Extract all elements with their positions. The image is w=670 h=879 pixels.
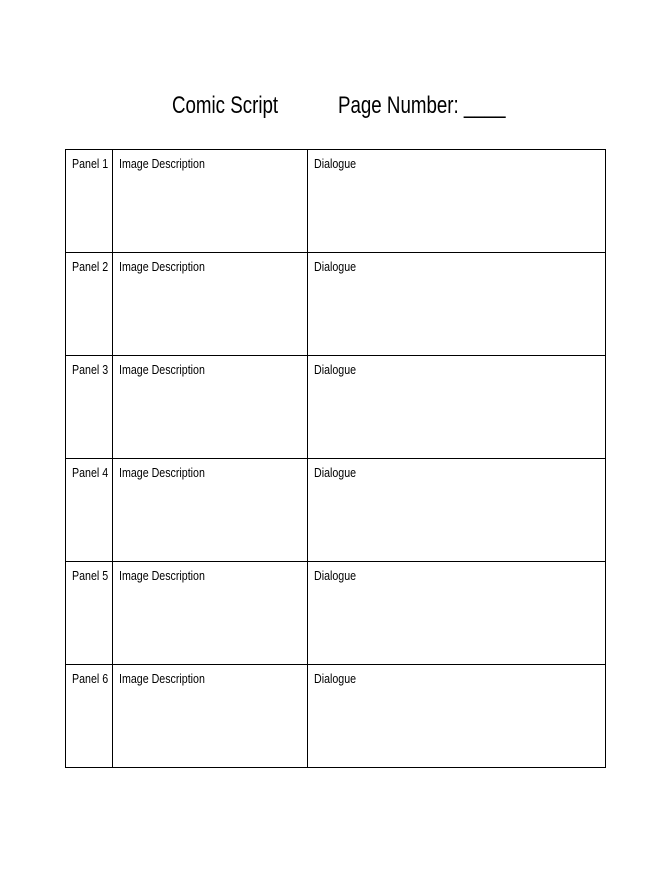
dialogue-cell[interactable] <box>308 665 606 768</box>
image-description-label: Image Description <box>119 362 205 377</box>
panel-label-cell <box>66 562 113 665</box>
panel-row <box>66 253 606 356</box>
image-description-cell[interactable] <box>113 562 308 665</box>
image-description-label: Image Description <box>119 259 205 274</box>
dialogue-label: Dialogue <box>314 362 357 377</box>
image-description-label: Image Description <box>119 671 205 686</box>
panel-label: Panel 6 <box>72 671 109 686</box>
dialogue-cell[interactable] <box>308 356 606 459</box>
panel-row <box>66 562 606 665</box>
panel-label-cell <box>66 253 113 356</box>
panel-label-cell <box>66 150 113 253</box>
image-description-label: Image Description <box>119 568 205 583</box>
image-description-cell[interactable] <box>113 665 308 768</box>
document-title: Comic Script <box>172 92 279 119</box>
page-number-field[interactable]: Page Number: ____ <box>338 92 506 119</box>
panel-row <box>66 665 606 768</box>
panel-label-cell <box>66 665 113 768</box>
dialogue-cell[interactable] <box>308 459 606 562</box>
dialogue-label: Dialogue <box>314 156 357 171</box>
panel-label-cell <box>66 356 113 459</box>
dialogue-label: Dialogue <box>314 259 357 274</box>
panel-row <box>66 150 606 253</box>
panel-label: Panel 5 <box>72 568 109 583</box>
panel-label: Panel 1 <box>72 156 109 171</box>
panel-label: Panel 2 <box>72 259 109 274</box>
image-description-label: Image Description <box>119 156 205 171</box>
dialogue-label: Dialogue <box>314 465 357 480</box>
comic-script-table <box>65 149 606 768</box>
page-header <box>0 88 670 124</box>
dialogue-label: Dialogue <box>314 671 357 686</box>
image-description-cell[interactable] <box>113 459 308 562</box>
panel-row <box>66 356 606 459</box>
panel-row <box>66 459 606 562</box>
image-description-label: Image Description <box>119 465 205 480</box>
dialogue-cell[interactable] <box>308 150 606 253</box>
dialogue-cell[interactable] <box>308 253 606 356</box>
panel-label: Panel 3 <box>72 362 109 377</box>
panel-label-cell <box>66 459 113 562</box>
dialogue-label: Dialogue <box>314 568 357 583</box>
dialogue-cell[interactable] <box>308 562 606 665</box>
image-description-cell[interactable] <box>113 253 308 356</box>
panel-label: Panel 4 <box>72 465 109 480</box>
image-description-cell[interactable] <box>113 150 308 253</box>
image-description-cell[interactable] <box>113 356 308 459</box>
